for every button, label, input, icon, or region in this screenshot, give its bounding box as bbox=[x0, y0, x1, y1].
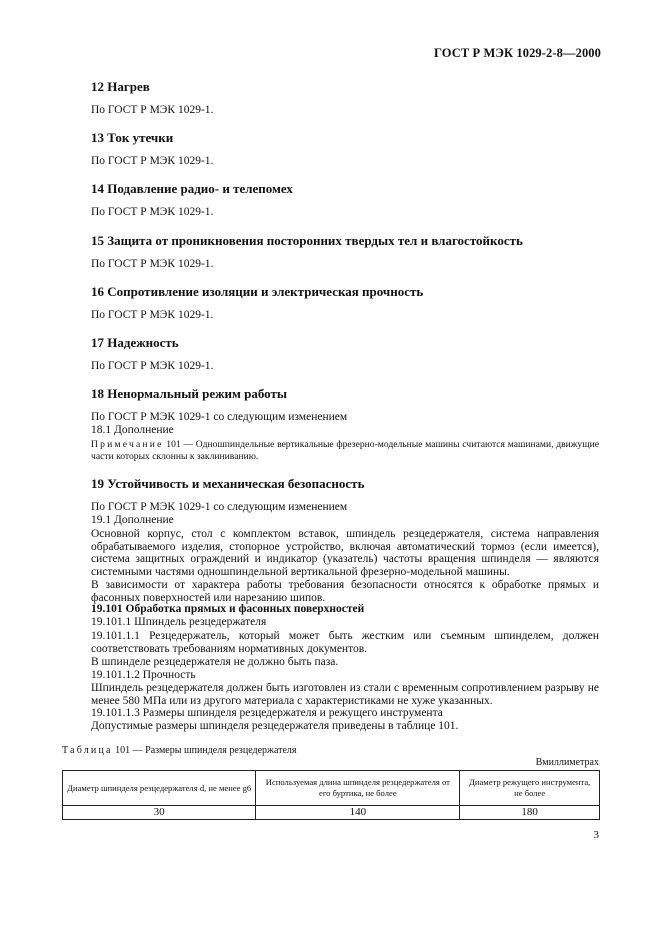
s19-para2: В зависимости от характера работы требования безопасности относятся к обработке прямых и фасонных поверхностей или нарезанию шипов. bbox=[91, 579, 599, 604]
s19-no-groove: В шпинделе резцедержателя не должно быть паза. bbox=[91, 656, 339, 668]
s19-para1: Основной корпус, стол с комплектом вставок, шпиндель резцедержателя, система направления обрабатываемого изделия, стопорное устройство, включая автоматический тормоз (если имеется), система защитных ограждений и индикатор (указатель) частоты вращения шпинделя — являются системными частями одношпиндельной вертикальной фрезерно-модельной машины. bbox=[91, 528, 599, 578]
s19-19101-1-2: 19.101.1.2 Прочность bbox=[91, 669, 196, 681]
section-heading-12: 12 Нагрев bbox=[91, 79, 150, 94]
s18-note bbox=[91, 439, 599, 463]
section-text-15: По ГОСТ Р МЭК 1029-1. bbox=[91, 258, 214, 270]
s19-line2: 19.1 Дополнение bbox=[91, 514, 174, 526]
table-cell: 180 bbox=[460, 806, 600, 820]
section-heading-13: 13 Ток утечки bbox=[91, 130, 174, 145]
table-caption-label: Таблица bbox=[62, 745, 113, 756]
s18-line1: По ГОСТ Р МЭК 1029-1 со следующим изменением bbox=[91, 411, 348, 423]
section-text-13: По ГОСТ Р МЭК 1029-1. bbox=[91, 155, 214, 167]
section-text-16: По ГОСТ Р МЭК 1029-1. bbox=[91, 309, 214, 321]
s19-19101-1-3: 19.101.1.3 Размеры шпинделя резцедержателя и режущего инструмента bbox=[91, 707, 443, 719]
s19-19101-1-1: 19.101.1.1 Резцедержатель, который может быть жестким или съемным шпинделем, должен соответствовать требованиям нормативных документов. bbox=[91, 630, 599, 655]
table-caption-text: 101 — Размеры шпинделя резцедержателя bbox=[112, 745, 297, 756]
s19-strength: Шпиндель резцедержателя должен быть изготовлен из стали с временным сопротивлением разрыву не менее 580 МПа или из другого материала с характеристиками не хуже указанных. bbox=[91, 682, 599, 707]
table-units: Вмиллиметрах bbox=[535, 757, 599, 768]
section-heading-17: 17 Надежность bbox=[91, 335, 179, 350]
note-text: 101 — Одношпиндельные вертикальные фрезерно-модельные машины считаются машинами, движущие части которых склонны к заклиниванию. bbox=[91, 439, 599, 462]
page-number: 3 bbox=[593, 829, 599, 841]
table-header-cell: Используемая длина шпинделя резцедержателя от его буртика, не более bbox=[256, 771, 460, 806]
s19-line1: По ГОСТ Р МЭК 1029-1 со следующим изменением bbox=[91, 501, 348, 513]
table-row bbox=[63, 806, 600, 820]
section-heading-16: 16 Сопротивление изоляции и электрическая прочность bbox=[91, 284, 424, 299]
section-text-14: По ГОСТ Р МЭК 1029-1. bbox=[91, 206, 214, 218]
section-heading-18: 18 Ненормальный режим работы bbox=[91, 386, 288, 401]
table-cell: 140 bbox=[256, 806, 460, 820]
section-text-12: По ГОСТ Р МЭК 1029-1. bbox=[91, 104, 214, 116]
section-heading-14: 14 Подавление радио- и телепомех bbox=[91, 181, 293, 196]
s19-sizes: Допустимые размеры шпинделя резцедержателя приведены в таблице 101. bbox=[91, 720, 459, 732]
section-heading-15: 15 Защита от проникновения посторонних твердых тел и влагостойкость bbox=[91, 233, 523, 248]
dimensions-table bbox=[62, 770, 600, 820]
s18-line2: 18.1 Дополнение bbox=[91, 424, 174, 436]
section-text-17: По ГОСТ Р МЭК 1029-1. bbox=[91, 360, 214, 372]
s19-sub-heading: 19.101 Обработка прямых и фасонных поверхностей bbox=[91, 603, 365, 615]
section-heading-19: 19 Устойчивость и механическая безопасность bbox=[91, 476, 365, 491]
table-header-row bbox=[63, 771, 600, 806]
note-label: Примечание bbox=[91, 439, 164, 450]
s19-19101-1: 19.101.1 Шпиндель резцедержателя bbox=[91, 616, 267, 628]
table-cell: 30 bbox=[63, 806, 256, 820]
standard-code: ГОСТ Р МЭК 1029-2-8—2000 bbox=[434, 46, 601, 60]
table-header-cell: Диаметр шпинделя резцедержателя d, не менее g6 bbox=[63, 771, 256, 806]
table-header-cell: Диаметр режущего инструмента, не более bbox=[460, 771, 600, 806]
table-caption bbox=[62, 745, 297, 756]
